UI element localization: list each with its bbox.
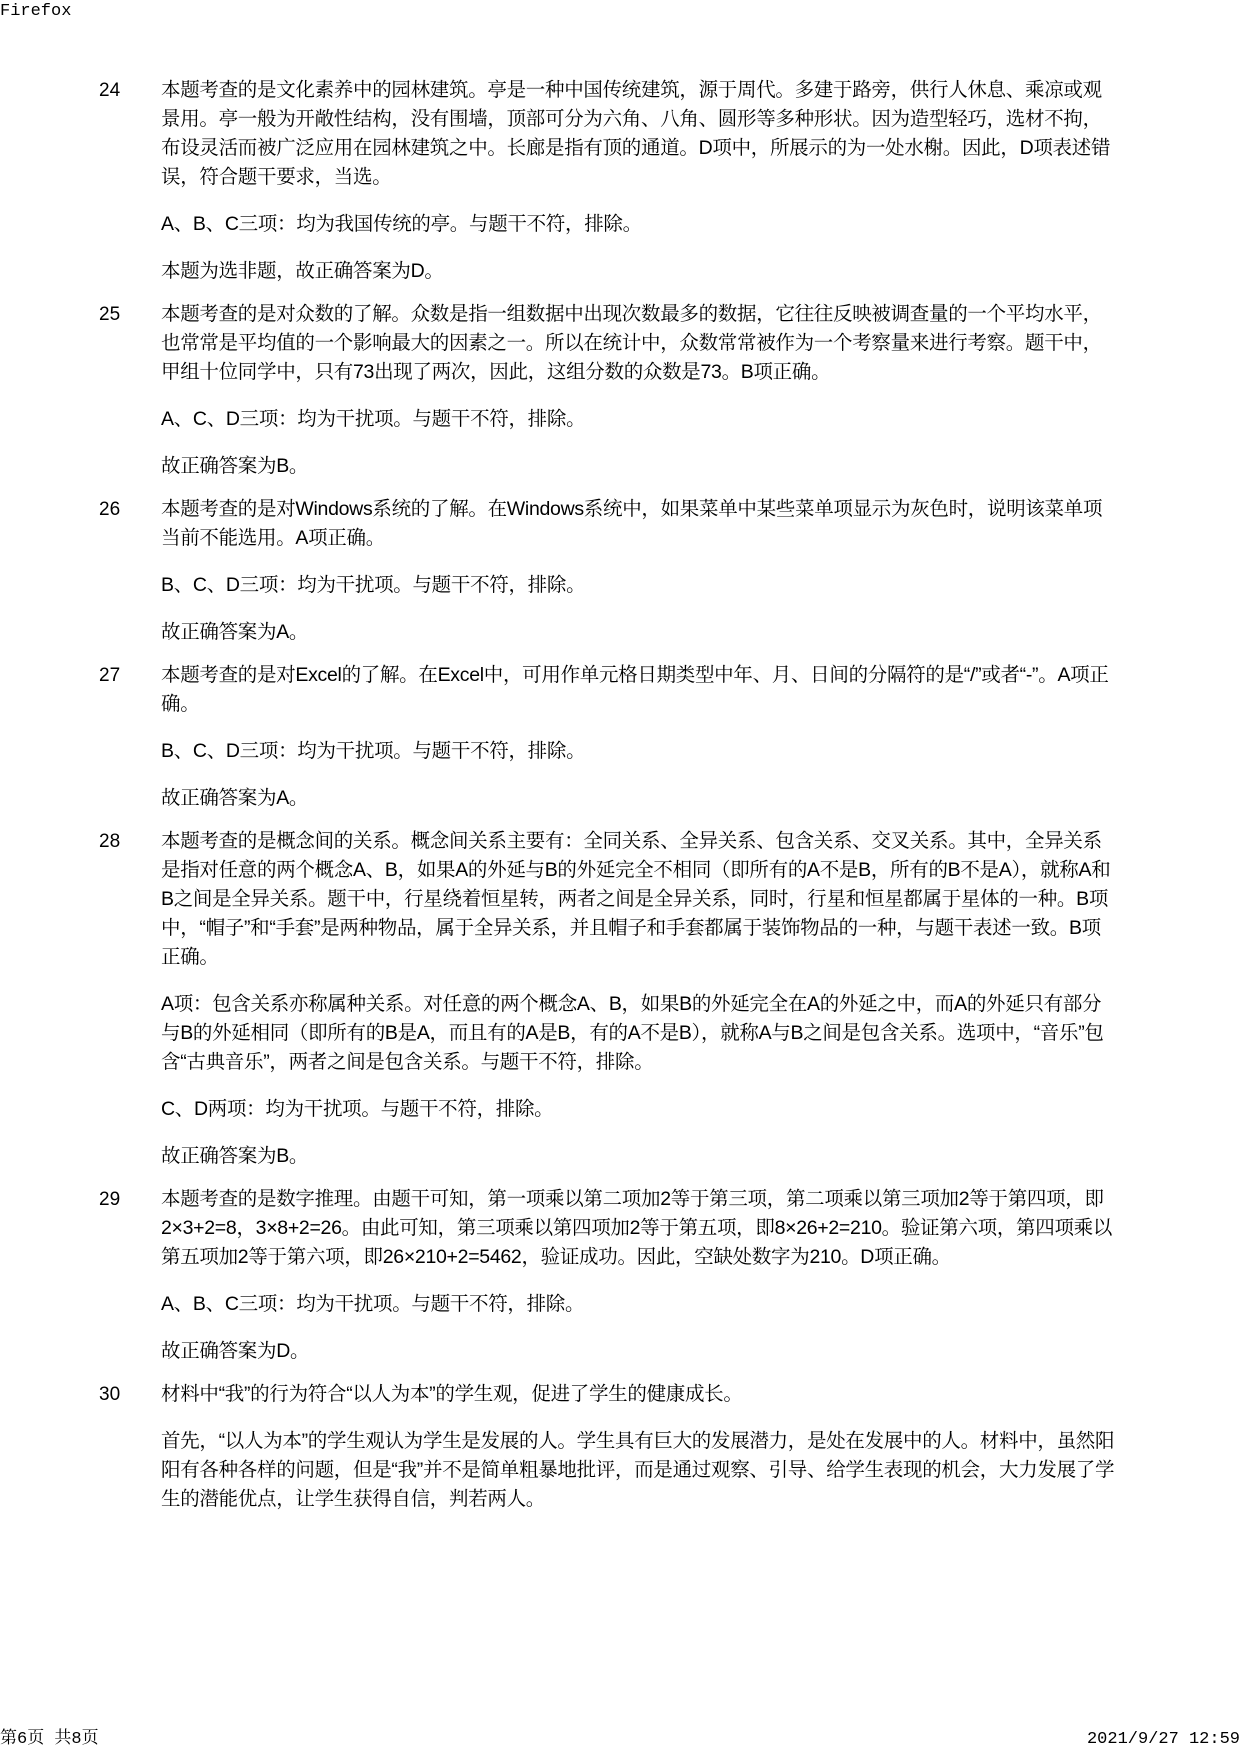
explanation-body [161, 300, 1119, 481]
explanation-body [161, 1380, 1119, 1514]
answer-item-30 [99, 1380, 1119, 1514]
page-info: 第6页 共8页 [0, 1730, 99, 1749]
window-title: Firefox [0, 2, 72, 21]
explanation-paragraph: 材料中“我”的行为符合“以人为本”的学生观，促进了学生的健康成长。 [161, 1383, 743, 1405]
question-number: 29 [99, 1189, 121, 1210]
explanation-body [161, 1185, 1119, 1366]
explanation-paragraph: A、C、D三项：均为干扰项。与题干不符，排除。 [161, 408, 586, 430]
question-number: 24 [99, 80, 121, 101]
explanation-body [161, 76, 1119, 286]
explanation-paragraph: 本题考查的是文化素养中的园林建筑。亭是一种中国传统建筑，源于周代。多建于路旁，供行人休息、乘凉或观景用。亭一般为开敞性结构，没有围墙，顶部可分为六角、八角、圆形等多种形状。因为造型轻巧，选材不拘，布设灵活而被广泛应用在园林建筑之中。长廊是指有顶的通道。D项中，所展示的为一处水榭。因此，D项表述错误，符合题干要求，当选。 [161, 79, 1111, 188]
explanation-paragraph: B、C、D三项：均为干扰项。与题干不符，排除。 [161, 574, 586, 596]
answer-conclusion: 故正确答案为A。 [161, 787, 309, 809]
print-datetime: 2021/9/27 12:59 [1086, 1730, 1240, 1749]
explanation-paragraph: 本题考查的是对Excel的了解。在Excel中，可用作单元格日期类型中年、月、日间的分隔符的是“/”或者“-”。A项正确。 [161, 664, 1109, 715]
answer-item-26 [99, 495, 1119, 647]
question-number: 25 [99, 304, 121, 325]
explanation-paragraph: A项：包含关系亦称属种关系。对任意的两个概念A、B，如果B的外延完全在A的外延之中，而A的外延只有部分与B的外延相同（即所有的B是A，而且有的A是B，有的A不是B），就称A与B之间是包含关系。选项中，“音乐”包含“古典音乐”，两者之间是包含关系。与题干不符，排除。 [161, 993, 1104, 1073]
answer-conclusion: 故正确答案为B。 [161, 1145, 309, 1167]
explanation-body [161, 495, 1119, 647]
question-number: 27 [99, 665, 121, 686]
explanation-paragraph: B、C、D三项：均为干扰项。与题干不符，排除。 [161, 740, 586, 762]
explanation-body [161, 827, 1119, 1171]
answer-conclusion: 故正确答案为A。 [161, 621, 309, 643]
explanation-body [161, 661, 1119, 813]
explanation-paragraph: 首先，“以人为本”的学生观认为学生是发展的人。学生具有巨大的发展潜力，是处在发展中的人。材料中，虽然阳阳有各种各样的问题，但是“我”并不是简单粗暴地批评，而是通过观察、引导、给学生表现的机会，大力发展了学生的潜能优点，让学生获得自信，判若两人。 [161, 1430, 1115, 1510]
answer-conclusion: 故正确答案为B。 [161, 455, 309, 477]
answer-item-24 [99, 76, 1119, 286]
answer-item-27 [99, 661, 1119, 813]
explanation-paragraph: 本题考查的是概念间的关系。概念间关系主要有：全同关系、全异关系、包含关系、交叉关系。其中，全异关系是指对任意的两个概念A、B，如果A的外延与B的外延完全不相同（即所有的A不是B，所有的B不是A），就称A和B之间是全异关系。题干中，行星绕着恒星转，两者之间是全异关系，同时，行星和恒星都属于星体的一种。B项中，“帽子”和“手套”是两种物品，属于全异关系，并且帽子和手套都属于装饰物品的一种，与题干表述一致。B项正确。 [161, 830, 1111, 968]
question-number: 28 [99, 831, 121, 852]
question-number: 26 [99, 499, 121, 520]
explanation-paragraph: 本题考查的是数字推理。由题干可知，第一项乘以第二项加2等于第三项，第二项乘以第三项加2等于第四项，即2×3+2=8，3×8+2=26。由此可知，第三项乘以第四项加2等于第五项，即8×26+2=210。验证第六项，第四项乘以第五项加2等于第六项，即26×210+2=5462，验证成功。因此，空缺处数字为210。D项正确。 [161, 1188, 1113, 1268]
explanation-paragraph: 本题考查的是对Windows系统的了解。在Windows系统中，如果菜单中某些菜单项显示为灰色时，说明该菜单项当前不能选用。A项正确。 [161, 498, 1103, 549]
answer-conclusion: 故正确答案为D。 [161, 1340, 310, 1362]
explanation-paragraph: A、B、C三项：均为干扰项。与题干不符，排除。 [161, 1293, 585, 1315]
explanation-paragraph: A、B、C三项：均为我国传统的亭。与题干不符，排除。 [161, 213, 642, 235]
answer-item-28 [99, 827, 1119, 1171]
question-number: 30 [99, 1384, 121, 1405]
explanation-paragraph: 本题考查的是对众数的了解。众数是指一组数据中出现次数最多的数据，它往往反映被调查量的一个平均水平，也常常是平均值的一个影响最大的因素之一。所以在统计中，众数常常被作为一个考察量来进行考察。题干中，甲组十位同学中，只有73出现了两次，因此，这组分数的众数是73。B项正确。 [161, 303, 1102, 383]
answer-conclusion: 本题为选非题，故正确答案为D。 [161, 260, 444, 282]
answer-item-25 [99, 300, 1119, 481]
answer-explanations [99, 76, 1119, 1528]
answer-item-29 [99, 1185, 1119, 1366]
explanation-paragraph: C、D两项：均为干扰项。与题干不符，排除。 [161, 1098, 554, 1120]
